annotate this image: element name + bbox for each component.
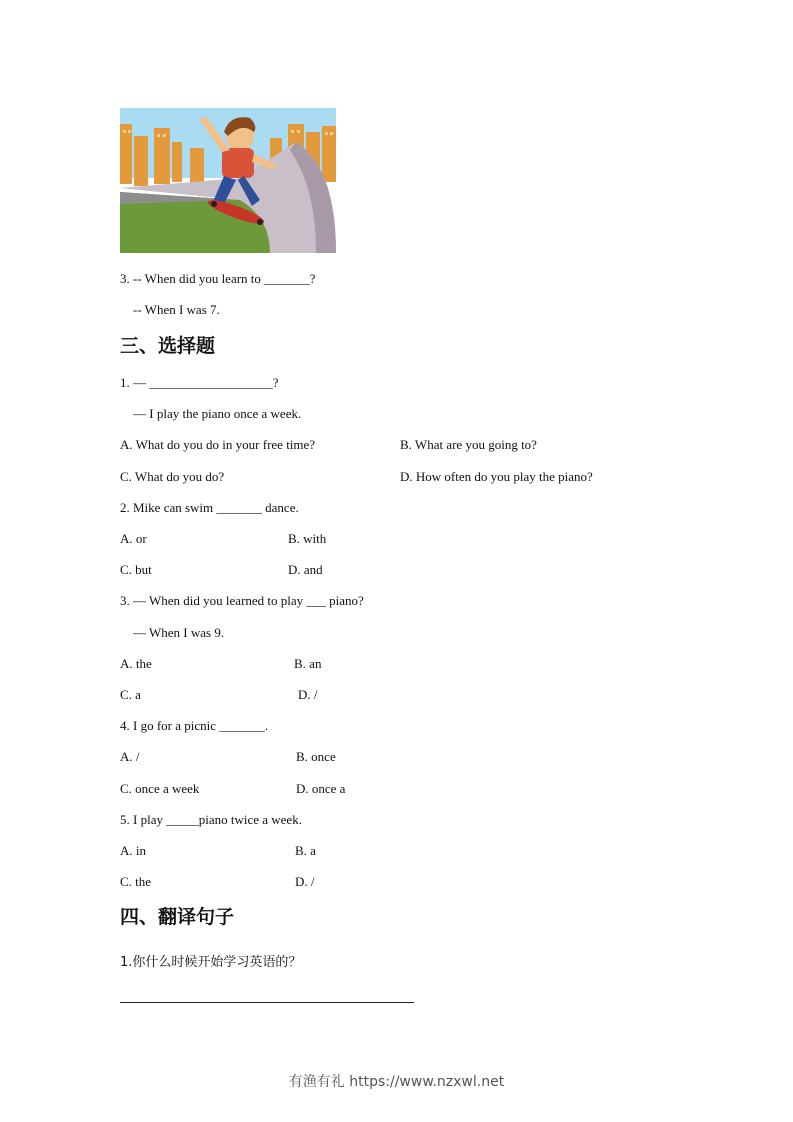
mc-q5-option-a: A. in <box>120 843 146 858</box>
mc-q4-option-a: A. / <box>120 749 140 764</box>
mc-q3-option-b: B. an <box>294 656 322 671</box>
mc-q3-response: — When I was 9. <box>133 625 225 640</box>
mc-q2-option-b: B. with <box>288 531 327 546</box>
mc-q5-option-d: D. / <box>295 874 315 889</box>
answer-line <box>120 1002 414 1003</box>
mc-q4-option-b: B. once <box>296 749 336 764</box>
mc-q2-stem: 2. Mike can swim _______ dance. <box>120 500 299 515</box>
mc-q1-option-d: D. How often do you play the piano? <box>400 469 593 484</box>
mc-q1-response: — I play the piano once a week. <box>133 406 302 421</box>
mc-q3-stem: 3. — When did you learned to play ___ piano? <box>120 593 364 608</box>
page-footer: 有渔有礼 https://www.nzxwl.net <box>288 1074 505 1090</box>
question-3-line-2: -- When I was 7. <box>133 302 220 317</box>
mc-q4-option-c: C. once a week <box>120 781 200 796</box>
mc-q3-option-d: D. / <box>298 687 318 702</box>
mc-q3-option-c: C. a <box>120 687 141 702</box>
mc-q5-stem: 5. I play _____piano twice a week. <box>120 812 302 827</box>
skateboarder-illustration <box>120 108 336 253</box>
mc-q5-option-b: B. a <box>295 843 316 858</box>
question-3-line-1: 3. -- When did you learn to _______? <box>120 271 316 286</box>
mc-q4-stem: 4. I go for a picnic _______. <box>120 718 269 733</box>
mc-q1-option-c: C. What do you do? <box>120 469 225 484</box>
translate-q1: 1.你什么时候开始学习英语的？ <box>120 955 302 970</box>
mc-q1-stem: 1. — ___________________? <box>120 375 279 390</box>
mc-q2-option-a: A. or <box>120 531 147 546</box>
mc-q1-option-a: A. What do you do in your free time? <box>120 437 316 452</box>
mc-q4-option-d: D. once a <box>296 781 346 796</box>
mc-q1-option-b: B. What are you going to? <box>400 437 537 452</box>
section-4-title: 四、翻译句子 <box>120 906 235 928</box>
mc-q2-option-c: C. but <box>120 562 152 577</box>
mc-q5-option-c: C. the <box>120 874 152 889</box>
section-3-title: 三、选择题 <box>120 335 216 357</box>
mc-q3-option-a: A. the <box>120 656 152 671</box>
mc-q2-option-d: D. and <box>288 562 323 577</box>
